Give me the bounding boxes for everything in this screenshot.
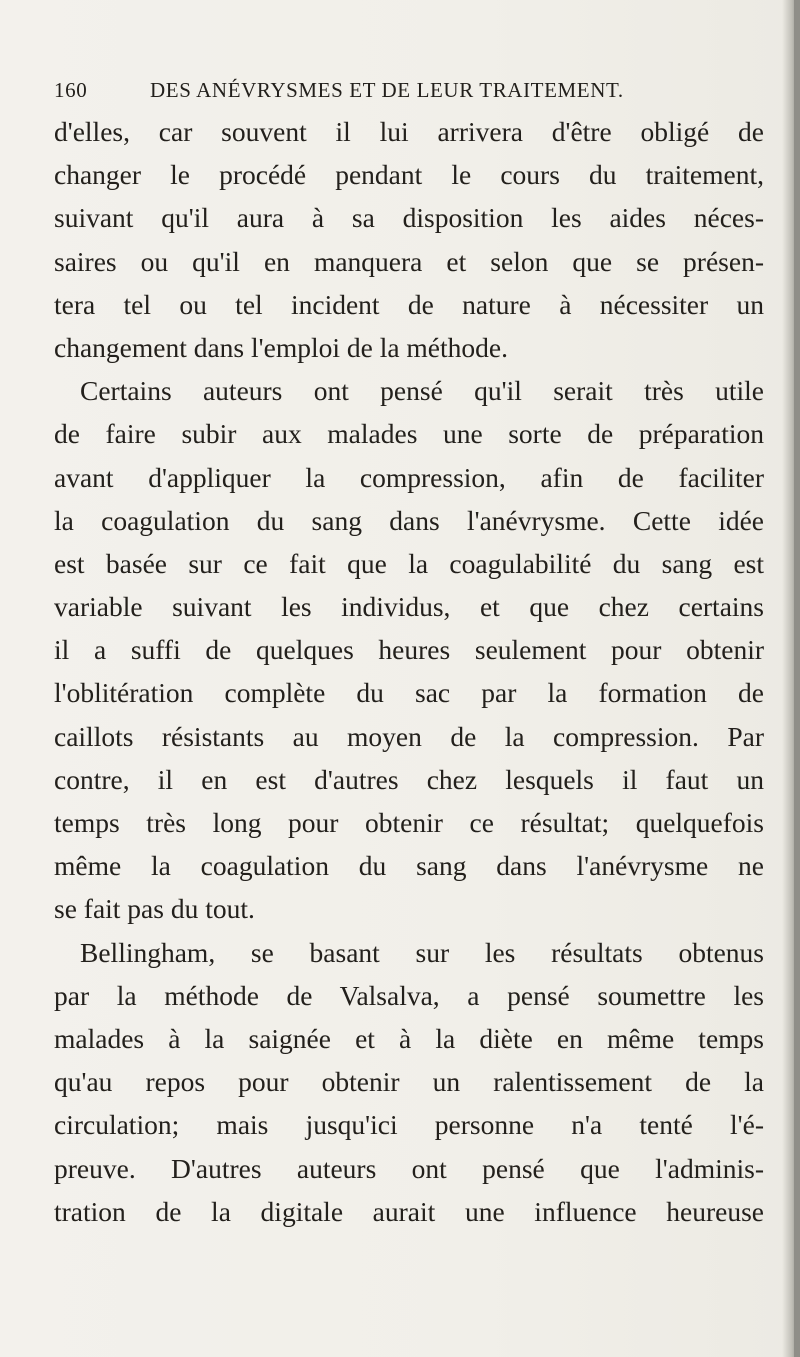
text-line: caillots résistants au moyen de la compression. Par (54, 720, 764, 752)
text-line: la coagulation du sang dans l'anévrysme. Cette idée (54, 504, 764, 536)
text-line: même la coagulation du sang dans l'anévrysme ne (54, 850, 764, 882)
text-line: changement dans l'emploi de la méthode. (54, 331, 508, 363)
paragraph-start-line: Bellingham, se basant sur les résultats obtenus (80, 936, 764, 968)
text-line: de faire subir aux malades une sorte de préparation (54, 418, 764, 450)
text-line: qu'au repos pour obtenir un ralentissement de la (54, 1066, 764, 1098)
text-line: tera tel ou tel incident de nature à nécessiter un (54, 288, 764, 320)
text-line: avant d'appliquer la compression, afin de faciliter (54, 461, 764, 493)
text-line: circulation; mais jusqu'ici personne n'a tenté l'é- (54, 1109, 764, 1141)
page-header (54, 78, 694, 108)
text-line: contre, il en est d'autres chez lesquels il faut un (54, 763, 764, 795)
text-line: il a suffi de quelques heures seulement pour obtenir (54, 634, 764, 666)
text-line: d'elles, car souvent il lui arrivera d'être obligé de (54, 116, 764, 147)
text-line: preuve. D'autres auteurs ont pensé que l'adminis- (54, 1152, 764, 1184)
text-line: l'oblitération complète du sac par la formation de (54, 677, 764, 709)
text-line: est basée sur ce fait que la coagulabilité du sang est (54, 547, 764, 579)
page-number: 160 (54, 78, 88, 102)
text-line: changer le procédé pendant le cours du traitement, (54, 159, 764, 191)
text-line: temps très long pour obtenir ce résultat; quelquefois (54, 807, 764, 838)
running-head: DES ANÉVRYSMES ET DE LEUR TRAITEMENT. (150, 78, 624, 102)
text-line: se fait pas du tout. (54, 893, 255, 925)
text-line: par la méthode de Valsalva, a pensé soumettre les (54, 979, 764, 1011)
text-line: tration de la digitale aurait une influence heureuse (54, 1195, 764, 1227)
page-edge (794, 0, 800, 1357)
text-line: suivant qu'il aura à sa disposition les aides néces- (54, 202, 764, 234)
body-text (54, 110, 764, 1233)
paragraph-start-line: Certains auteurs ont pensé qu'il serait très utile (80, 375, 764, 407)
text-line: variable suivant les individus, et que chez certains (54, 591, 764, 623)
text-line: malades à la saignée et à la diète en même temps (54, 1022, 764, 1054)
text-line: saires ou qu'il en manquera et selon que se présen- (54, 245, 764, 277)
